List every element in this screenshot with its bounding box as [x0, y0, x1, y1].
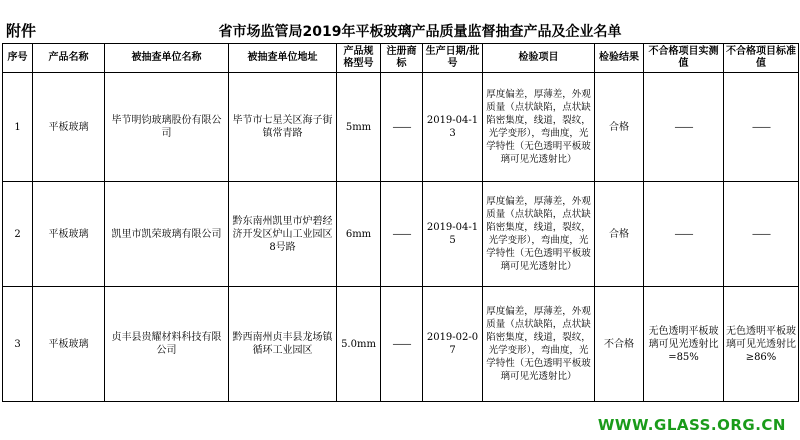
cell-company: 毕节明钧玻璃股份有限公司: [105, 73, 229, 182]
cell-date: 2019-04-15: [423, 182, 483, 287]
cell-items: 厚度偏差，厚薄差，外观质量（点状缺陷，点状缺陷密集度，线道，裂纹，光学变形），弯曲度，光学特性（无色透明平板玻璃可见光透射比）: [483, 73, 595, 182]
cell-items: 厚度偏差，厚薄差，外观质量（点状缺陷，点状缺陷密集度，线道，裂纹，光学变形），弯曲度，光学特性（无色透明平板玻璃可见光透射比）: [483, 287, 595, 402]
header-result: 检验结果: [595, 44, 644, 73]
header-no: 序号: [3, 44, 33, 73]
cell-spec: 5mm: [337, 73, 381, 182]
cell-trademark: ——: [381, 73, 423, 182]
cell-fail-measured: ——: [644, 182, 724, 287]
header-trademark: 注册商标: [381, 44, 423, 73]
header-address: 被抽查单位地址: [229, 44, 337, 73]
table-row: [3, 287, 799, 402]
cell-result: 合格: [595, 73, 644, 182]
cell-result: 合格: [595, 182, 644, 287]
cell-fail-standard: ——: [724, 182, 799, 287]
cell-address: 黔东南州凯里市炉碧经济开发区炉山工业园区8号路: [229, 182, 337, 287]
inspection-table: [2, 43, 799, 402]
cell-result: 不合格: [595, 287, 644, 402]
site-watermark: WWW.GLASS.ORG.CN: [597, 416, 786, 434]
cell-trademark: ——: [381, 182, 423, 287]
header-product: 产品名称: [33, 44, 105, 73]
cell-no: 3: [3, 287, 33, 402]
table-row: [3, 73, 799, 182]
cell-trademark: ——: [381, 287, 423, 402]
document-title: 省市场监管局2019年平板玻璃产品质量监督抽查产品及企业名单: [218, 24, 622, 40]
cell-company: 凯里市凯荣玻璃有限公司: [105, 182, 229, 287]
header-spec: 产品规格型号: [337, 44, 381, 73]
cell-no: 1: [3, 73, 33, 182]
header-fail-measured: 不合格项目实测值: [644, 44, 724, 73]
cell-product: 平板玻璃: [33, 182, 105, 287]
header-date: 生产日期/批号: [423, 44, 483, 73]
cell-fail-standard: ——: [724, 73, 799, 182]
cell-company: 贞丰县贵耀材料科技有限公司: [105, 287, 229, 402]
cell-spec: 5.0mm: [337, 287, 381, 402]
header-fail-standard: 不合格项目标准值: [724, 44, 799, 73]
cell-date: 2019-02-07: [423, 287, 483, 402]
cell-fail-measured: ——: [644, 73, 724, 182]
cell-fail-standard: 无色透明平板玻璃可见光透射比≥86%: [724, 287, 799, 402]
cell-product: 平板玻璃: [33, 73, 105, 182]
cell-no: 2: [3, 182, 33, 287]
cell-spec: 6mm: [337, 182, 381, 287]
attachment-label: 附件: [6, 22, 37, 40]
header-company: 被抽查单位名称: [105, 44, 229, 73]
cell-address: 黔西南州贞丰县龙场镇循环工业园区: [229, 287, 337, 402]
header-items: 检验项目: [483, 44, 595, 73]
table-header-row: [3, 44, 799, 73]
cell-address: 毕节市七星关区海子街镇常青路: [229, 73, 337, 182]
table-row: [3, 182, 799, 287]
cell-items: 厚度偏差，厚薄差，外观质量（点状缺陷，点状缺陷密集度，线道，裂纹，光学变形），弯曲度，光学特性（无色透明平板玻璃可见光透射比）: [483, 182, 595, 287]
cell-product: 平板玻璃: [33, 287, 105, 402]
cell-fail-measured: 无色透明平板玻璃可见光透射比=85%: [644, 287, 724, 402]
cell-date: 2019-04-13: [423, 73, 483, 182]
